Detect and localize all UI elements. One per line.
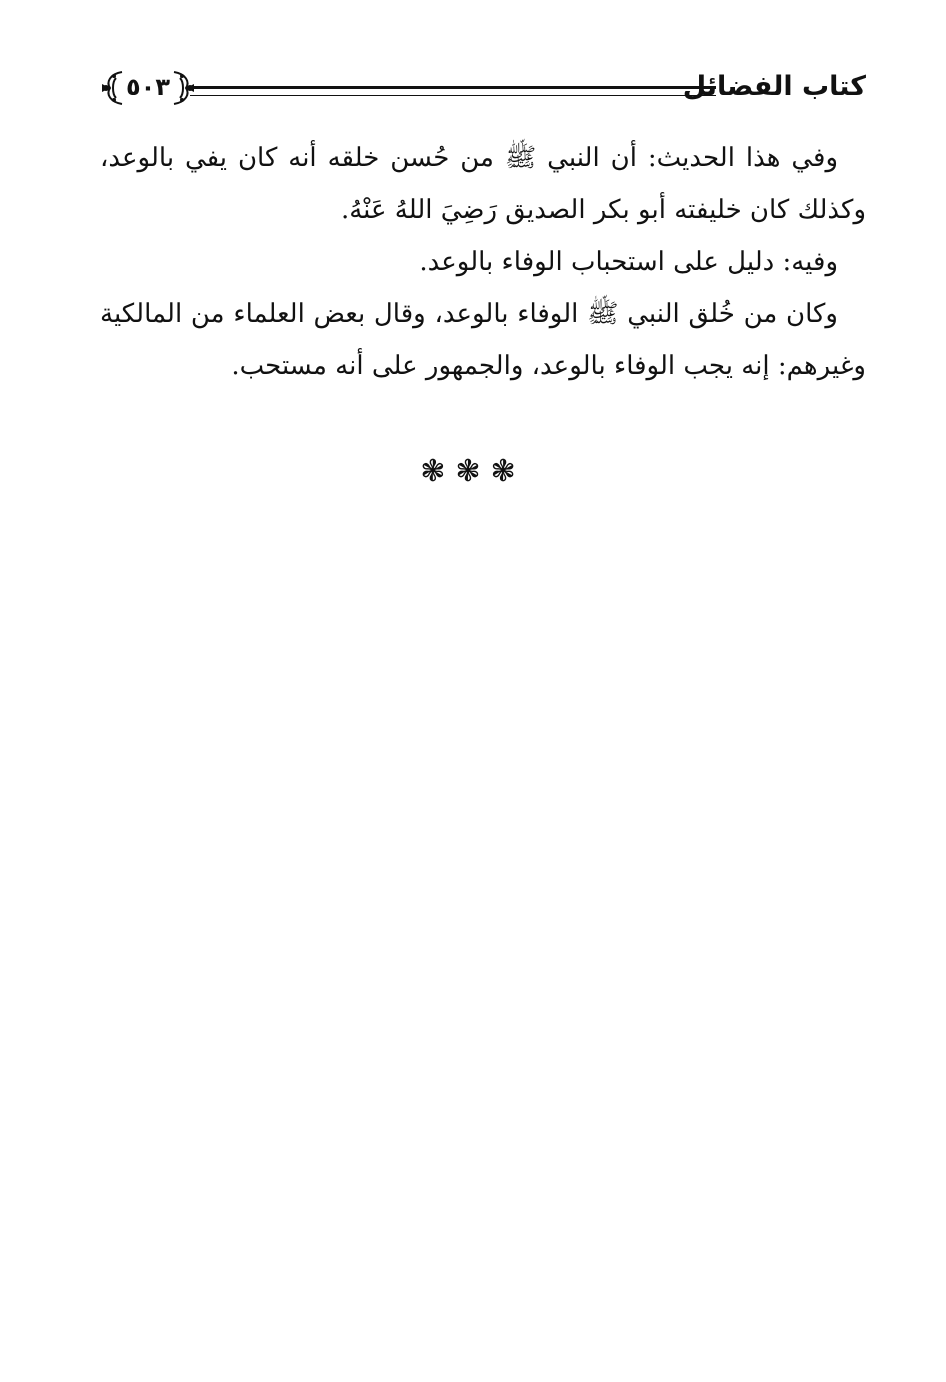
book-title: كتاب الفضائل xyxy=(682,71,866,102)
body-text xyxy=(100,132,866,392)
page-number: ٥٠٣ xyxy=(126,73,170,101)
paragraph-1: وفي هذا الحديث: أن النبي ﷺ من حُسن خلقه أنه كان يفي بالوعد، وكذلك كان خليفته أبو بكر الصديق رَضِيَ اللهُ عَنْهُ. xyxy=(100,143,866,225)
page-number-frame xyxy=(100,66,196,110)
page-header xyxy=(100,62,866,118)
paragraph-2: وفيه: دليل على استحباب الوفاء بالوعد. xyxy=(419,247,838,277)
header-rule xyxy=(190,86,716,96)
paragraph-3: وكان من خُلق النبي ﷺ الوفاء بالوعد، وقال بعض العلماء من المالكية وغيرهم: إنه يجب الوفاء بالوعد، والجمهور على أنه مستحب. xyxy=(100,299,866,381)
section-separator-stars: ❃❃❃ xyxy=(420,454,526,489)
